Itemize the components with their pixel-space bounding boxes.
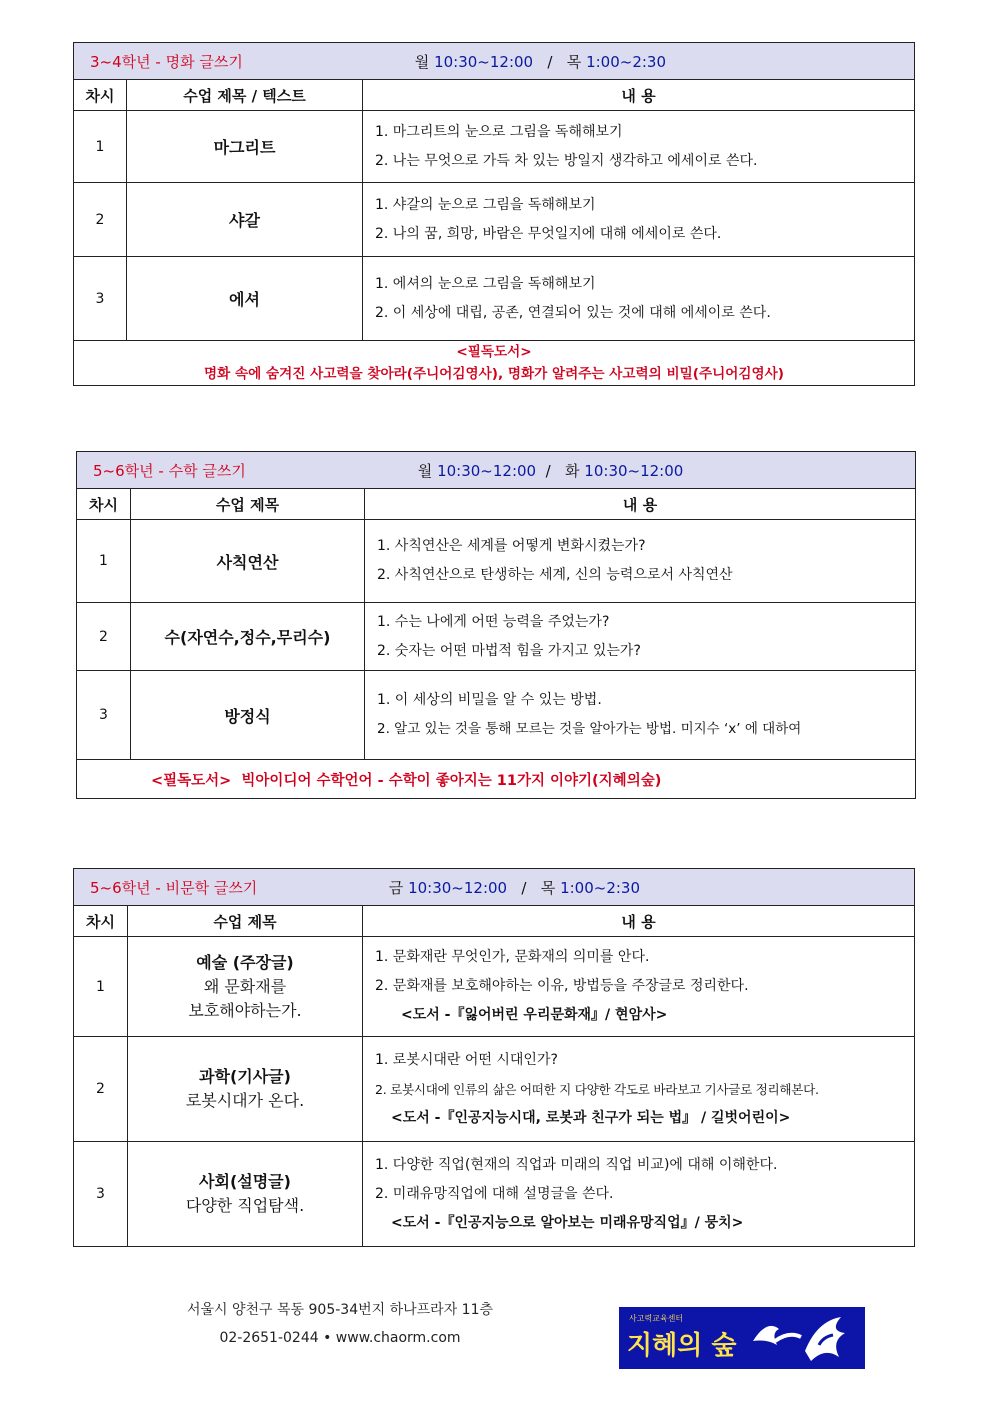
phone-website: 02-2651-0244 • www.chaorm.com (219, 1330, 461, 1346)
content-line: 2. 숫자는 어떤 마법적 힘을 가지고 있는가? (377, 642, 641, 659)
time-label: 10:30~12:00 (408, 878, 508, 897)
required-reading: <필독도서> 빅아이디어 수학언어 - 수학이 좋아지는 11가지 이야기(지혜의숲) (151, 772, 662, 789)
session-content (365, 520, 916, 603)
session-subject: 사칙연산 (131, 520, 365, 603)
subject-subtitle: 왜 문화재를 (203, 976, 287, 996)
schedule-table-math (76, 451, 916, 799)
table-header-bar (77, 452, 916, 489)
day-label: 화 (565, 461, 580, 480)
session-number: 3 (74, 1142, 128, 1247)
session-number: 2 (77, 603, 131, 671)
logo-name: 지혜의 숲 (627, 1331, 737, 1361)
content-line: 2. 나의 꿈, 희망, 바람은 무엇일지에 대해 에세이로 쓴다. (375, 225, 722, 242)
col-header-no: 차시 (74, 80, 127, 111)
content-line: 2. 나는 무엇으로 가득 차 있는 방일지 생각하고 에세이로 쓴다. (375, 152, 758, 169)
session-content (363, 183, 915, 257)
address: 서울시 양천구 목동 905-34번지 하나프라자 11층 (186, 1302, 494, 1318)
table-row (74, 937, 915, 1037)
table-row (74, 111, 915, 183)
table-row (77, 671, 916, 760)
session-number: 1 (74, 111, 127, 183)
session-subject: 수(자연수,정수,무리수) (131, 603, 365, 671)
time-label: 10:30~12:00 (584, 461, 684, 480)
session-number: 2 (74, 183, 127, 257)
content-line: 1. 수는 나에게 어떤 능력을 주었는가? (377, 613, 610, 630)
required-reading-books: 명화 속에 숨겨진 사고력을 찾아라(주니어김영사), 명화가 알려주는 사고력의 비밀(주니어김영사) (203, 366, 784, 382)
column-headers (77, 489, 916, 520)
logo (619, 1307, 865, 1369)
day-label: 월 (414, 52, 430, 71)
subject-subtitle: 로봇시대가 온다. (185, 1091, 305, 1110)
separator: / (521, 878, 527, 897)
col-header-no: 차시 (77, 489, 131, 520)
col-header-subject: 수업 제목 (128, 906, 363, 937)
time-label: 1:00~2:30 (560, 878, 640, 897)
subject-title: 예술 (주장글) (196, 952, 294, 972)
day-label: 목 (540, 878, 556, 897)
session-content (365, 603, 916, 671)
separator: / (545, 461, 551, 480)
session-subject (128, 937, 363, 1037)
content-line: 1. 에셔의 눈으로 그림을 독해해보기 (375, 275, 596, 292)
time-label: 1:00~2:30 (586, 52, 666, 71)
session-number: 3 (74, 257, 127, 341)
time-label: 10:30~12:00 (434, 52, 534, 71)
section-title: 5~6학년 - 수학 글쓰기 (93, 461, 246, 480)
session-subject (128, 1037, 363, 1142)
day-label: 목 (566, 52, 582, 71)
book-reference: <도서 -『인공지능으로 알아보는 미래유망직업』/ 뭉치> (391, 1214, 744, 1231)
content-line: 2. 이 세상에 대립, 공존, 연결되어 있는 것에 대해 에세이로 쓴다. (375, 304, 771, 321)
content-line: 2. 미래유망직업에 대해 설명글을 쓴다. (375, 1185, 614, 1202)
col-header-content: 내 용 (363, 80, 915, 111)
content-line: 1. 로봇시대란 어떤 시대인가? (375, 1051, 558, 1068)
schedule-time (418, 462, 684, 480)
session-number: 1 (77, 520, 131, 603)
content-line: 1. 사칙연산은 세계를 어떻게 변화시켰는가? (377, 538, 646, 554)
col-header-subject: 수업 제목 (131, 489, 365, 520)
content-line: 2. 문화재를 보호해야하는 이유, 방법등을 주장글로 정리한다. (375, 978, 749, 994)
column-headers (74, 80, 915, 111)
session-subject (128, 1142, 363, 1247)
required-reading-title: <필독도서> (456, 344, 532, 360)
col-header-subject: 수업 제목 / 텍스트 (127, 80, 363, 111)
session-subject: 방정식 (131, 671, 365, 760)
book-reference: <도서 -『인공지능시대, 로봇과 친구가 되는 법』 / 길벗어린이> (391, 1109, 791, 1126)
schedule-table-art (73, 42, 915, 386)
day-label: 금 (388, 878, 404, 897)
section-title: 5~6학년 - 비문학 글쓰기 (90, 878, 258, 897)
table-row (74, 257, 915, 341)
content-line: 1. 샤갈의 눈으로 그림을 독해해보기 (375, 196, 596, 213)
table-header-bar (74, 43, 915, 80)
required-reading-row (77, 760, 916, 799)
schedule-time (389, 879, 640, 897)
table-row (74, 1142, 915, 1247)
session-content (365, 671, 916, 760)
session-subject: 마그리트 (127, 111, 363, 183)
session-subject: 에셔 (127, 257, 363, 341)
content-line: 1. 마그리트의 눈으로 그림을 독해해보기 (375, 123, 623, 140)
logo-tagline: 사고력교육센터 (629, 1314, 684, 1323)
day-label: 월 (417, 461, 433, 480)
session-subject: 샤갈 (127, 183, 363, 257)
subject-title: 과학(기사글) (199, 1067, 291, 1086)
col-header-content: 내 용 (363, 906, 915, 937)
schedule-table-nonfiction (73, 868, 915, 1247)
section-title: 3~4학년 - 명화 글쓰기 (90, 52, 243, 71)
table-row (74, 1037, 915, 1142)
content-line: 2. 알고 있는 것을 통해 모르는 것을 알아가는 방법. 미지수 ‘x’ 에 대하여 (377, 721, 802, 737)
session-content (363, 1142, 915, 1247)
col-header-no: 차시 (74, 906, 128, 937)
content-line: 1. 문화재란 무엇인가, 문화재의 의미를 안다. (375, 949, 650, 965)
required-reading-row (74, 341, 915, 386)
footer-contact (140, 1296, 540, 1352)
subject-subtitle: 보호해야하는가. (188, 1000, 302, 1020)
table-row (74, 183, 915, 257)
subject-subtitle: 다양한 직업탐색. (185, 1196, 305, 1215)
content-line: 2. 사칙연산으로 탄생하는 세계, 신의 능력으로서 사칙연산 (377, 567, 733, 583)
subject-title: 사회(설명글) (199, 1172, 291, 1191)
col-header-content: 내 용 (365, 489, 916, 520)
table-row (77, 520, 916, 603)
session-content (363, 937, 915, 1037)
column-headers (74, 906, 915, 937)
session-number: 2 (74, 1037, 128, 1142)
table-header-bar (74, 869, 915, 906)
bird-logo-icon (749, 1311, 859, 1367)
content-line: 1. 다양한 직업(현재의 직업과 미래의 직업 비교)에 대해 이해한다. (375, 1156, 778, 1173)
session-content (363, 257, 915, 341)
book-reference: <도서 -『잃어버린 우리문화재』/ 현암사> (401, 1007, 668, 1023)
content-line: 1. 이 세상의 비밀을 알 수 있는 방법. (377, 692, 602, 708)
session-number: 3 (77, 671, 131, 760)
table-row (77, 603, 916, 671)
separator: / (547, 52, 553, 71)
session-content (363, 111, 915, 183)
session-content (363, 1037, 915, 1142)
schedule-time (415, 53, 666, 71)
content-line: 2. 로봇시대에 인류의 삶은 어떠한 지 다양한 각도로 바라보고 기사글로 정리해본다. (375, 1081, 819, 1097)
session-number: 1 (74, 937, 128, 1037)
time-label: 10:30~12:00 (437, 461, 537, 480)
